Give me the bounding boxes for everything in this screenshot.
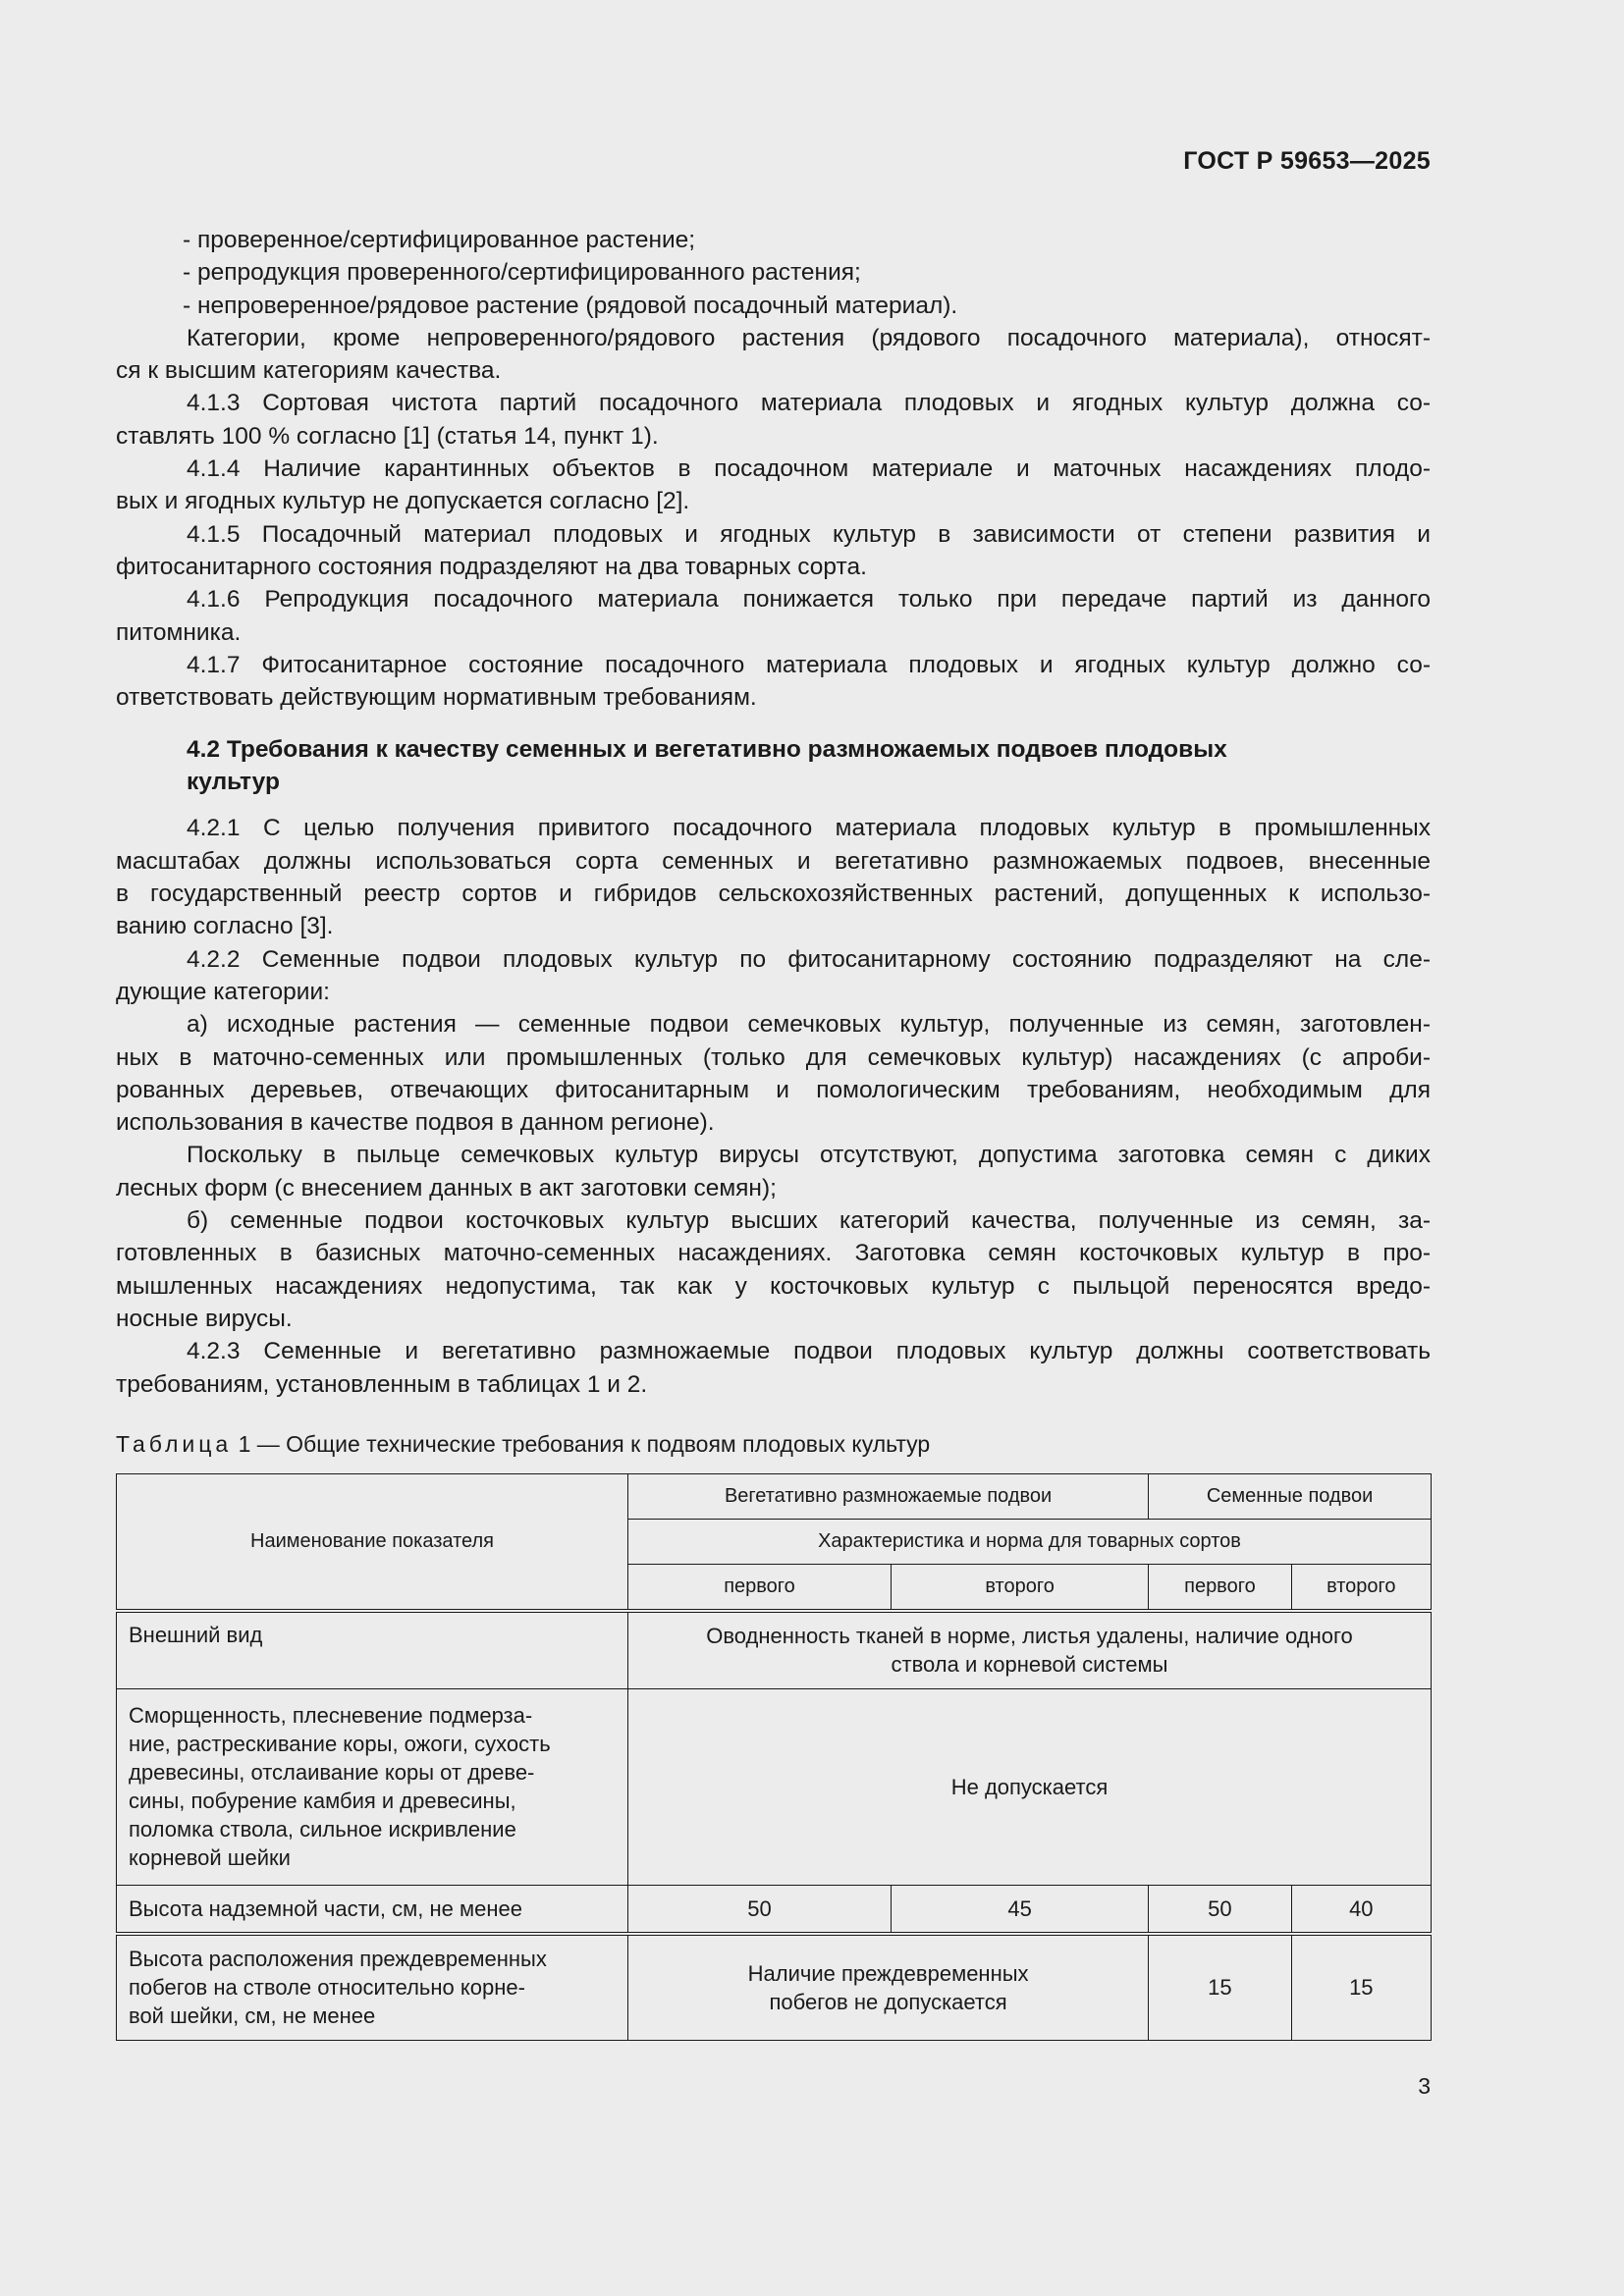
table-caption [116, 1431, 930, 1458]
row-value: 50 [1149, 1885, 1291, 1934]
table-row [117, 1885, 1432, 1934]
row-value [628, 1611, 1432, 1688]
table-caption-text: 1 — Общие технические требования к подвоям плодовых культур [232, 1431, 931, 1457]
name-line: сины, побурение камбия и древесины, [129, 1789, 516, 1813]
row-value: 45 [891, 1885, 1148, 1934]
table-caption-label: Таблица [116, 1431, 233, 1457]
header-grade: второго [891, 1565, 1148, 1612]
paragraph-line: лесных форм (с внесением данных в акт заготовки семян); [116, 1174, 777, 1201]
name-line: побегов на стволе относительно корне- [129, 1975, 525, 2001]
value-line: Оводненность тканей в норме, листья удалены, наличие одного [706, 1624, 1353, 1649]
table-header-row [117, 1474, 1432, 1520]
header-indicator-name: Наименование показателя [117, 1474, 628, 1612]
row-value: 40 [1291, 1885, 1431, 1934]
table-row [117, 1934, 1432, 2040]
name-line: ние, растрескивание коры, ожоги, сухость [129, 1732, 551, 1756]
document-code: ГОСТ Р 59653—2025 [1183, 147, 1431, 175]
paragraph-line: ся к высшим категориям качества. [116, 357, 502, 385]
row-value: Не допускается [628, 1688, 1432, 1885]
clause-4-1-4: 4.1.4 Наличие карантинных объектов в посадочном материале и маточных насаждениях плодо- [187, 455, 1431, 483]
body-text [116, 224, 1431, 1401]
paragraph-line: носные вирусы. [116, 1305, 293, 1332]
table-row [117, 1688, 1432, 1885]
name-line: корневой шейки [129, 1845, 291, 1870]
paragraph-line: дующие категории: [116, 978, 330, 1005]
paragraph-line: использования в качестве подвоя в данном регионе). [116, 1109, 715, 1137]
row-value: 50 [628, 1885, 892, 1934]
header-seed: Семенные подвои [1149, 1474, 1432, 1520]
paragraph-line: Поскольку в пыльце семечковых культур вирусы отсутствуют, допустима заготовка семян с диких [187, 1142, 1431, 1169]
clause-4-1-5: 4.1.5 Посадочный материал плодовых и ягодных культур в зависимости от степени развития и [187, 520, 1431, 548]
row-name [117, 1934, 628, 2040]
heading-line: 4.2 Требования к качеству семенных и вегетативно размножаемых подвоев плодовых [187, 736, 1227, 764]
bullet-item: - проверенное/сертифицированное растение; [183, 227, 696, 253]
paragraph-line: мышленных насаждениях недопустима, так как у косточковых культур с пыльцой переносятся вредо- [116, 1272, 1431, 1300]
paragraph-line: готовленных в базисных маточно-семенных насаждениях. Заготовка семян косточковых культур в про- [116, 1240, 1431, 1267]
bullet-item: - непроверенное/рядовое растение (рядовой посадочный материал). [183, 292, 958, 319]
paragraph-line: требованиям, установленным в таблицах 1 и 2. [116, 1370, 648, 1398]
paragraph-line: масштабах должны использоваться сорта семенных и вегетативно размножаемых подвоев, внесенные [116, 847, 1431, 875]
clause-4-1-7: 4.1.7 Фитосанитарное состояние посадочного материала плодовых и ягодных культур должно со- [187, 651, 1431, 678]
header-characteristic: Характеристика и норма для товарных сортов [628, 1520, 1432, 1565]
row-value [628, 1934, 1149, 2040]
paragraph-line: ответствовать действующим нормативным требованиям. [116, 684, 757, 712]
name-line: Высота расположения преждевременных [129, 1947, 547, 1972]
row-value: 15 [1149, 1934, 1291, 2040]
paragraph-line: вых и ягодных культур не допускается согласно [2]. [116, 488, 690, 515]
row-name: Высота надземной части, см, не менее [117, 1885, 628, 1934]
value-line: побегов не допускается [769, 1989, 1007, 2014]
name-line: вой шейки, см, не менее [129, 2003, 376, 2029]
row-name [117, 1688, 628, 1885]
clause-4-2-3: 4.2.3 Семенные и вегетативно размножаемые подвои плодовых культур должны соответствовать [187, 1338, 1431, 1365]
list-item-b: б) семенные подвои косточковых культур высших категорий качества, полученные из семян, за- [187, 1207, 1431, 1235]
paragraph-line: рованных деревьев, отвечающих фитосанитарным и помологическим требованиям, необходимым для [116, 1076, 1431, 1103]
paragraph-line: питомника. [116, 618, 242, 646]
value-line: Наличие преждевременных [747, 1960, 1029, 1986]
name-line: поломка ствола, сильное искривление [129, 1817, 516, 1842]
heading-line: культур [187, 769, 280, 796]
clause-4-2-1: 4.2.1 С целью получения привитого посадочного материала плодовых культур в промышленных [187, 815, 1431, 842]
paragraph-line: ставлять 100 % согласно [1] (статья 14, пункт 1). [116, 422, 659, 450]
section-heading-4-2 [116, 733, 1431, 798]
clause-4-2-2: 4.2.2 Семенные подвои плодовых культур по фитосанитарному состоянию подразделяют на сле- [187, 945, 1431, 973]
table-row [117, 1611, 1432, 1688]
header-grade: первого [628, 1565, 892, 1612]
paragraph-line: ванию согласно [3]. [116, 913, 334, 940]
paragraph-line: фитосанитарного состояния подразделяют на два товарных сорта. [116, 553, 867, 580]
clause-4-1-6: 4.1.6 Репродукция посадочного материала понижается только при передаче партий из данного [187, 586, 1431, 614]
header-vegetative: Вегетативно размножаемые подвои [628, 1474, 1149, 1520]
page-number: 3 [1418, 2073, 1431, 2099]
row-name: Внешний вид [117, 1611, 628, 1688]
clause-4-1-3: 4.1.3 Сортовая чистота партий посадочного материала плодовых и ягодных культур должна со- [187, 390, 1431, 417]
paragraph-line: ных в маточно-семенных или промышленных (только для семечковых культур) насаждениях (с апроби- [116, 1043, 1431, 1071]
name-line: Сморщенность, плесневение подмерза- [129, 1703, 533, 1728]
name-line: древесины, отслаивание коры от древе- [129, 1760, 535, 1785]
requirements-table [116, 1473, 1432, 2041]
header-grade: второго [1291, 1565, 1431, 1612]
header-grade: первого [1149, 1565, 1291, 1612]
paragraph-line: Категории, кроме непроверенного/рядового растения (рядового посадочного материала), относят- [187, 324, 1431, 351]
value-line: ствола и корневой системы [891, 1652, 1168, 1678]
row-value: 15 [1291, 1934, 1431, 2040]
bullet-item: - репродукция проверенного/сертифицированного растения; [183, 259, 861, 287]
paragraph-line: в государственный реестр сортов и гибридов сельскохозяйственных растений, допущенных к использо- [116, 881, 1431, 908]
list-item-a: а) исходные растения — семенные подвои семечковых культур, полученные из семян, заготовлен- [187, 1011, 1431, 1039]
